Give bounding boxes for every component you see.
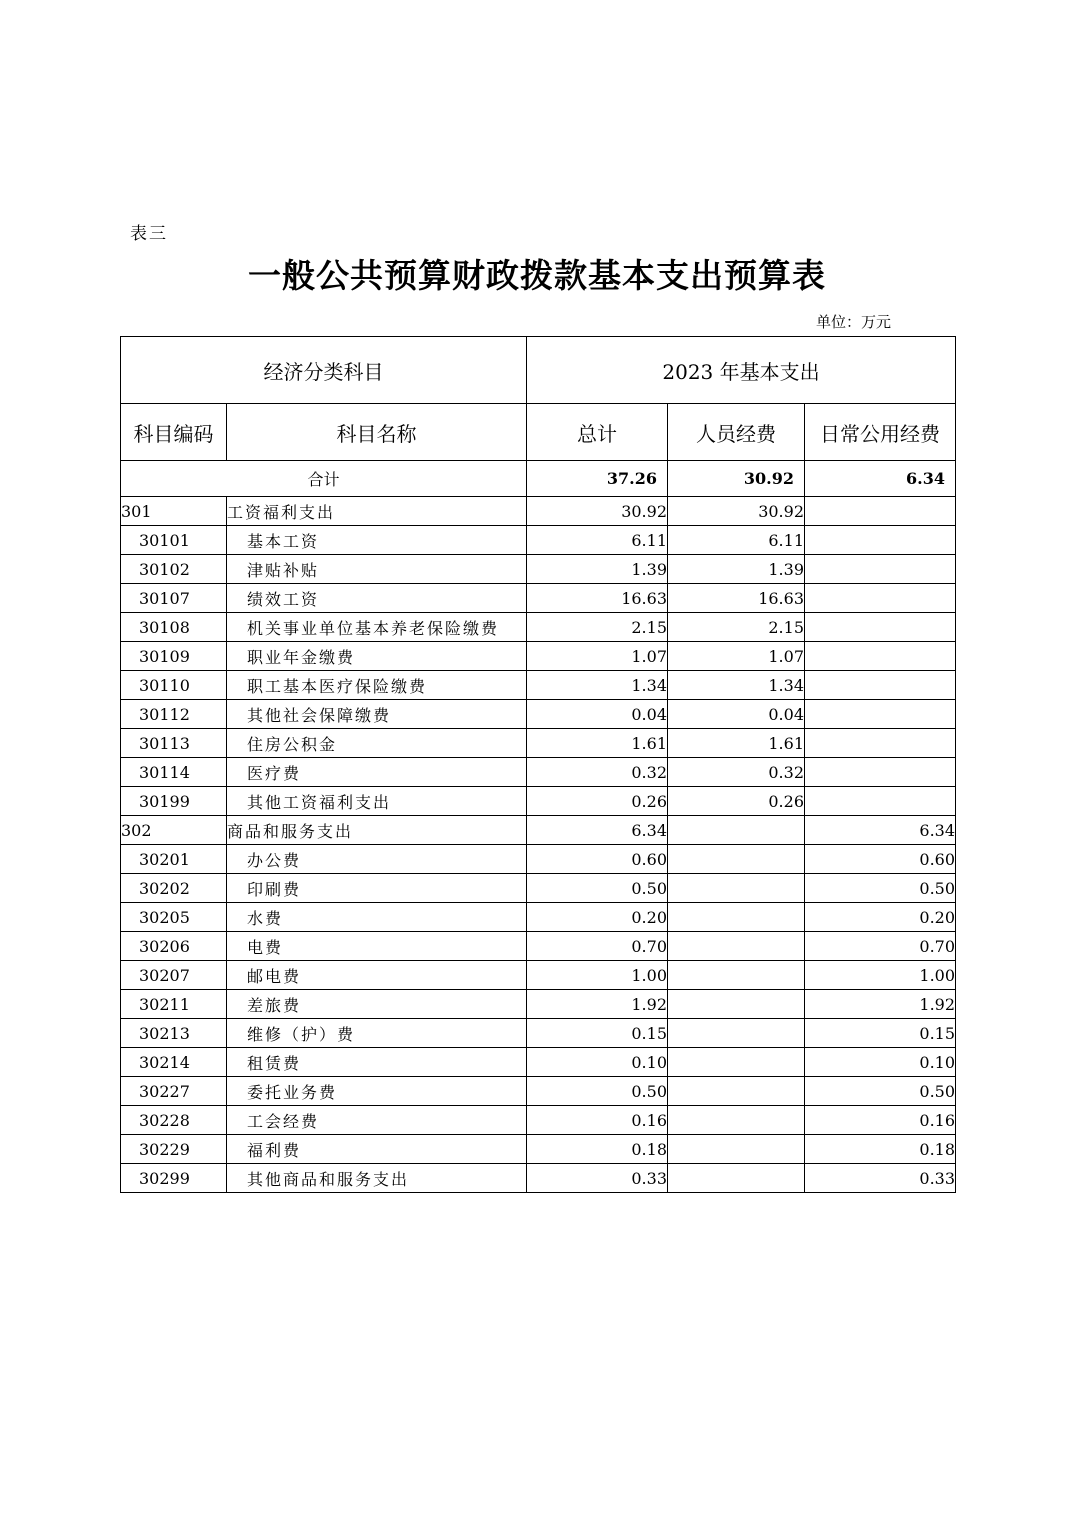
row-code: 30201 [121,845,227,874]
row-personnel: 1.61 [668,729,805,758]
row-personnel [668,1048,805,1077]
row-name: 基本工资 [227,526,527,555]
row-personnel [668,1106,805,1135]
row-personnel: 1.07 [668,642,805,671]
row-total: 1.92 [527,990,668,1019]
row-name: 津贴补贴 [227,555,527,584]
row-public [805,526,956,555]
table-row [121,584,956,613]
table-row [121,642,956,671]
row-total: 0.32 [527,758,668,787]
row-name: 维修（护）费 [227,1019,527,1048]
table-row [121,1164,956,1193]
row-total: 2.15 [527,613,668,642]
row-personnel: 2.15 [668,613,805,642]
header-public: 日常公用经费 [805,404,956,461]
header-name: 科目名称 [227,404,527,461]
budget-table [120,336,956,1193]
row-total: 1.34 [527,671,668,700]
row-public: 1.92 [805,990,956,1019]
table-row [121,874,956,903]
table-row [121,1019,956,1048]
total-personnel: 30.92 [668,461,805,497]
row-code: 30108 [121,613,227,642]
row-personnel [668,990,805,1019]
row-name: 职工基本医疗保险缴费 [227,671,527,700]
row-total: 6.34 [527,816,668,845]
row-public: 0.60 [805,845,956,874]
row-code: 30199 [121,787,227,816]
row-personnel: 0.26 [668,787,805,816]
row-code: 30207 [121,961,227,990]
row-code: 30229 [121,1135,227,1164]
row-total: 0.26 [527,787,668,816]
row-public: 0.50 [805,874,956,903]
row-personnel: 30.92 [668,497,805,526]
row-personnel: 1.34 [668,671,805,700]
row-personnel [668,961,805,990]
table-row [121,787,956,816]
row-name: 委托业务费 [227,1077,527,1106]
row-total: 0.16 [527,1106,668,1135]
row-code: 30299 [121,1164,227,1193]
row-personnel: 0.32 [668,758,805,787]
row-personnel [668,845,805,874]
row-name: 印刷费 [227,874,527,903]
row-personnel: 0.04 [668,700,805,729]
row-name: 其他工资福利支出 [227,787,527,816]
page-title: 一般公共预算财政拨款基本支出预算表 [248,256,826,295]
row-name: 商品和服务支出 [227,816,527,845]
row-public [805,584,956,613]
row-total: 30.92 [527,497,668,526]
row-code: 30213 [121,1019,227,1048]
row-name: 其他社会保障缴费 [227,700,527,729]
row-public: 6.34 [805,816,956,845]
row-public [805,671,956,700]
row-code: 30109 [121,642,227,671]
table-row [121,497,956,526]
table-row [121,816,956,845]
row-code: 30112 [121,700,227,729]
row-personnel [668,903,805,932]
table-row [121,1048,956,1077]
row-public [805,642,956,671]
table-number-label: 表三 [130,224,168,244]
row-personnel [668,1135,805,1164]
total-label: 合计 [121,461,527,497]
row-total: 16.63 [527,584,668,613]
row-total: 0.18 [527,1135,668,1164]
row-name: 机关事业单位基本养老保险缴费 [227,613,527,642]
row-total: 1.00 [527,961,668,990]
row-name: 职业年金缴费 [227,642,527,671]
row-code: 30214 [121,1048,227,1077]
table-row [121,932,956,961]
table-row [121,555,956,584]
row-public [805,787,956,816]
unit-label: 单位：万元 [816,313,892,331]
table-row [121,671,956,700]
row-personnel [668,1019,805,1048]
row-public: 0.20 [805,903,956,932]
row-total: 1.61 [527,729,668,758]
total-public: 6.34 [805,461,956,497]
header-row-group [121,337,956,404]
row-total: 1.39 [527,555,668,584]
table-row [121,1106,956,1135]
row-total: 0.50 [527,1077,668,1106]
row-total: 0.20 [527,903,668,932]
table-row [121,613,956,642]
row-name: 工会经费 [227,1106,527,1135]
row-name: 办公费 [227,845,527,874]
row-name: 其他商品和服务支出 [227,1164,527,1193]
row-code: 30113 [121,729,227,758]
row-public [805,497,956,526]
row-code: 30202 [121,874,227,903]
table-row [121,526,956,555]
row-total: 0.33 [527,1164,668,1193]
row-personnel: 16.63 [668,584,805,613]
row-total: 0.50 [527,874,668,903]
row-public: 0.70 [805,932,956,961]
table-row [121,1077,956,1106]
header-personnel: 人员经费 [668,404,805,461]
row-name: 住房公积金 [227,729,527,758]
header-row-columns [121,404,956,461]
row-name: 电费 [227,932,527,961]
row-code: 30205 [121,903,227,932]
row-code: 302 [121,816,227,845]
row-public: 0.33 [805,1164,956,1193]
row-total: 1.07 [527,642,668,671]
row-public: 1.00 [805,961,956,990]
row-code: 30114 [121,758,227,787]
row-name: 租赁费 [227,1048,527,1077]
row-code: 30107 [121,584,227,613]
table-row [121,903,956,932]
row-personnel [668,1164,805,1193]
header-code: 科目编码 [121,404,227,461]
header-economic-classification: 经济分类科目 [121,337,527,404]
row-code: 30227 [121,1077,227,1106]
row-total: 0.04 [527,700,668,729]
table-row [121,961,956,990]
row-public: 0.15 [805,1019,956,1048]
row-code: 30206 [121,932,227,961]
row-public [805,700,956,729]
row-total: 0.60 [527,845,668,874]
row-total: 0.15 [527,1019,668,1048]
row-name: 邮电费 [227,961,527,990]
row-code: 30211 [121,990,227,1019]
row-name: 医疗费 [227,758,527,787]
row-name: 水费 [227,903,527,932]
table-row [121,758,956,787]
row-code: 30101 [121,526,227,555]
row-personnel [668,874,805,903]
row-code: 30110 [121,671,227,700]
row-total: 0.70 [527,932,668,961]
row-personnel [668,1077,805,1106]
table-row [121,729,956,758]
row-code: 30102 [121,555,227,584]
row-public [805,555,956,584]
row-public: 0.10 [805,1048,956,1077]
total-row [121,461,956,497]
row-code: 30228 [121,1106,227,1135]
table-row [121,700,956,729]
row-name: 福利费 [227,1135,527,1164]
table-row [121,845,956,874]
row-name: 工资福利支出 [227,497,527,526]
row-total: 0.10 [527,1048,668,1077]
row-public: 0.16 [805,1106,956,1135]
row-personnel [668,816,805,845]
row-personnel: 6.11 [668,526,805,555]
row-personnel: 1.39 [668,555,805,584]
row-name: 绩效工资 [227,584,527,613]
row-public: 0.50 [805,1077,956,1106]
header-basic-expenditure: 2023 年基本支出 [527,337,956,404]
table-row [121,990,956,1019]
row-public [805,729,956,758]
row-public: 0.18 [805,1135,956,1164]
row-name: 差旅费 [227,990,527,1019]
header-total: 总计 [527,404,668,461]
row-public [805,613,956,642]
row-code: 301 [121,497,227,526]
total-amount: 37.26 [527,461,668,497]
row-public [805,758,956,787]
table-row [121,1135,956,1164]
row-total: 6.11 [527,526,668,555]
row-personnel [668,932,805,961]
